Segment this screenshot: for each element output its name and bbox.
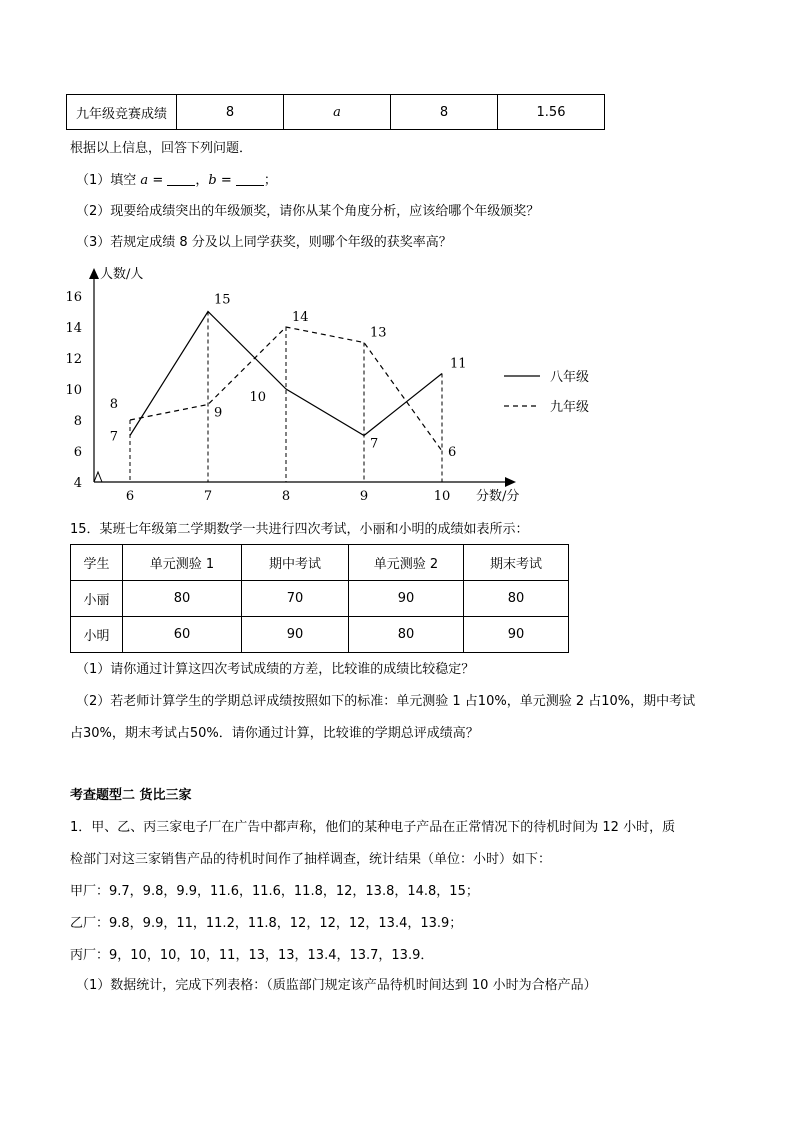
chart-legend <box>504 369 589 415</box>
data-label-grade9: 9 <box>214 405 223 421</box>
header-cell: 期末考试 <box>464 545 569 581</box>
x-tick-label: 9 <box>359 489 369 504</box>
axis-break-mark <box>94 472 102 482</box>
table-cell: 60 <box>123 617 242 653</box>
q14-part1-prefix: （1）填空 <box>76 173 137 188</box>
var-b: b <box>208 173 217 188</box>
table-cell: 80 <box>123 581 242 617</box>
y-tick-label: 16 <box>65 290 82 305</box>
eq-sign: = <box>148 173 168 188</box>
table-header-row <box>71 545 569 581</box>
y-tick-label: 10 <box>65 383 82 398</box>
q1-line1: 1．甲、乙、丙三家电子厂在广告中都声称，他们的某种电子产品在正常情况下的待机时间为 12 小时，质 <box>70 820 676 835</box>
table-row <box>67 95 605 130</box>
q14-part3: （3）若规定成绩 8 分及以上同学获奖，则哪个年级的获奖率高？ <box>76 235 452 250</box>
q15-part2-line2: 占30%，期末考试占50%．请你通过计算，比较谁的学期总评成绩高？ <box>70 726 479 741</box>
header-cell: 单元测验 1 <box>123 545 242 581</box>
table-cell: 小明 <box>71 617 123 653</box>
data-label-grade8: 11 <box>450 356 467 372</box>
table-cell: 8 <box>391 95 498 130</box>
chart-drop-lines <box>130 312 442 483</box>
y-tick-label: 14 <box>65 321 82 336</box>
header-cell: 单元测验 2 <box>349 545 464 581</box>
x-tick-label: 10 <box>433 489 451 504</box>
score-table <box>66 94 605 130</box>
table-cell: 小丽 <box>71 581 123 617</box>
table-cell: 90 <box>349 581 464 617</box>
x-axis-arrow <box>505 477 516 487</box>
y-tick-label: 6 <box>73 445 82 460</box>
data-label-grade8: 15 <box>214 292 231 308</box>
q14-part2: （2）现要给成绩突出的年级颁奖，请你从某个角度分析，应该给哪个年级颁奖？ <box>76 204 540 219</box>
table-cell: 90 <box>464 617 569 653</box>
data-label-grade8: 10 <box>249 390 266 405</box>
answer-blank-a[interactable] <box>167 172 195 186</box>
table-cell: 90 <box>242 617 349 653</box>
q1-part1: （1）数据统计，完成下列表格：（质监部门规定该产品待机时间达到 10 小时为合格产品） <box>76 978 597 993</box>
data-label-grade9: 14 <box>292 310 309 325</box>
data-label-grade9: 8 <box>109 397 118 412</box>
eq-sign: = <box>216 173 236 188</box>
q14-intro: 根据以上信息，回答下列问题． <box>70 141 253 156</box>
q15-part2-line1: （2）若老师计算学生的学期总评成绩按照如下的标准：单元测验 1 占10%，单元测验 2 占10%，期中考试 <box>76 694 696 709</box>
data-label-grade8: 7 <box>109 429 118 445</box>
var-a: a <box>140 173 149 188</box>
table-cell: 80 <box>464 581 569 617</box>
legend-label-grade9: 九年级 <box>550 400 590 415</box>
q15-part1: （1）请你通过计算这四次考试成绩的方差，比较谁的成绩比较稳定？ <box>76 662 475 677</box>
table-cell: 1.56 <box>498 95 605 130</box>
legend-label-grade8: 八年级 <box>550 370 590 385</box>
x-tick-label: 8 <box>281 489 291 504</box>
data-label-grade9: 13 <box>370 325 387 341</box>
answer-blank-b[interactable] <box>236 172 264 186</box>
x-axis-label: 分数/分 <box>476 489 520 504</box>
x-tick-label: 6 <box>125 489 135 504</box>
exam-table <box>70 544 569 653</box>
data-label-grade9: 6 <box>448 445 457 460</box>
header-cell: 学生 <box>71 545 123 581</box>
x-tick-label: 7 <box>203 489 213 504</box>
factory-yi-data: 乙厂：9.8，9.9，11，11.2，11.8，12，12，12，13.4，13.9； <box>70 916 463 931</box>
q1-line2: 检部门对这三家销售产品的待机时间作了抽样调查，统计结果（单位：小时）如下： <box>70 852 552 867</box>
table-cell: 80 <box>349 617 464 653</box>
table-cell: 70 <box>242 581 349 617</box>
y-axis-label: 人数/人 <box>100 267 144 282</box>
y-tick-label: 8 <box>73 414 82 429</box>
line-chart <box>0 258 794 508</box>
table-row <box>71 617 569 653</box>
table-cell: 8 <box>177 95 284 130</box>
q15-title: 15．某班七年级第二学期数学一共进行四次考试，小丽和小明的成绩如表所示： <box>70 522 529 537</box>
q14-part1: （1）填空 a = ，b = ； <box>76 173 277 188</box>
table-cell: 九年级竞赛成绩 <box>67 95 177 130</box>
section-title: 考查题型二 货比三家 <box>70 788 192 803</box>
y-tick-label: 12 <box>65 352 82 367</box>
q14-part1-end: ； <box>263 173 277 188</box>
data-label-grade8: 7 <box>370 436 379 452</box>
factory-bing-data: 丙厂：9，10，10，10，11，13，13，13.4，13.7，13.9． <box>70 948 434 963</box>
table-row <box>71 581 569 617</box>
chart-series <box>130 312 442 452</box>
table-cell: a <box>284 95 391 130</box>
factory-jia-data: 甲厂：9.7，9.8，9.9，11.6，11.6，11.8，12，13.8，14.8，15； <box>70 884 479 899</box>
chart-data-labels <box>110 293 467 461</box>
y-tick-label: 4 <box>73 476 82 491</box>
header-cell: 期中考试 <box>242 545 349 581</box>
y-axis-arrow <box>89 268 99 279</box>
chart-axes <box>89 266 519 504</box>
